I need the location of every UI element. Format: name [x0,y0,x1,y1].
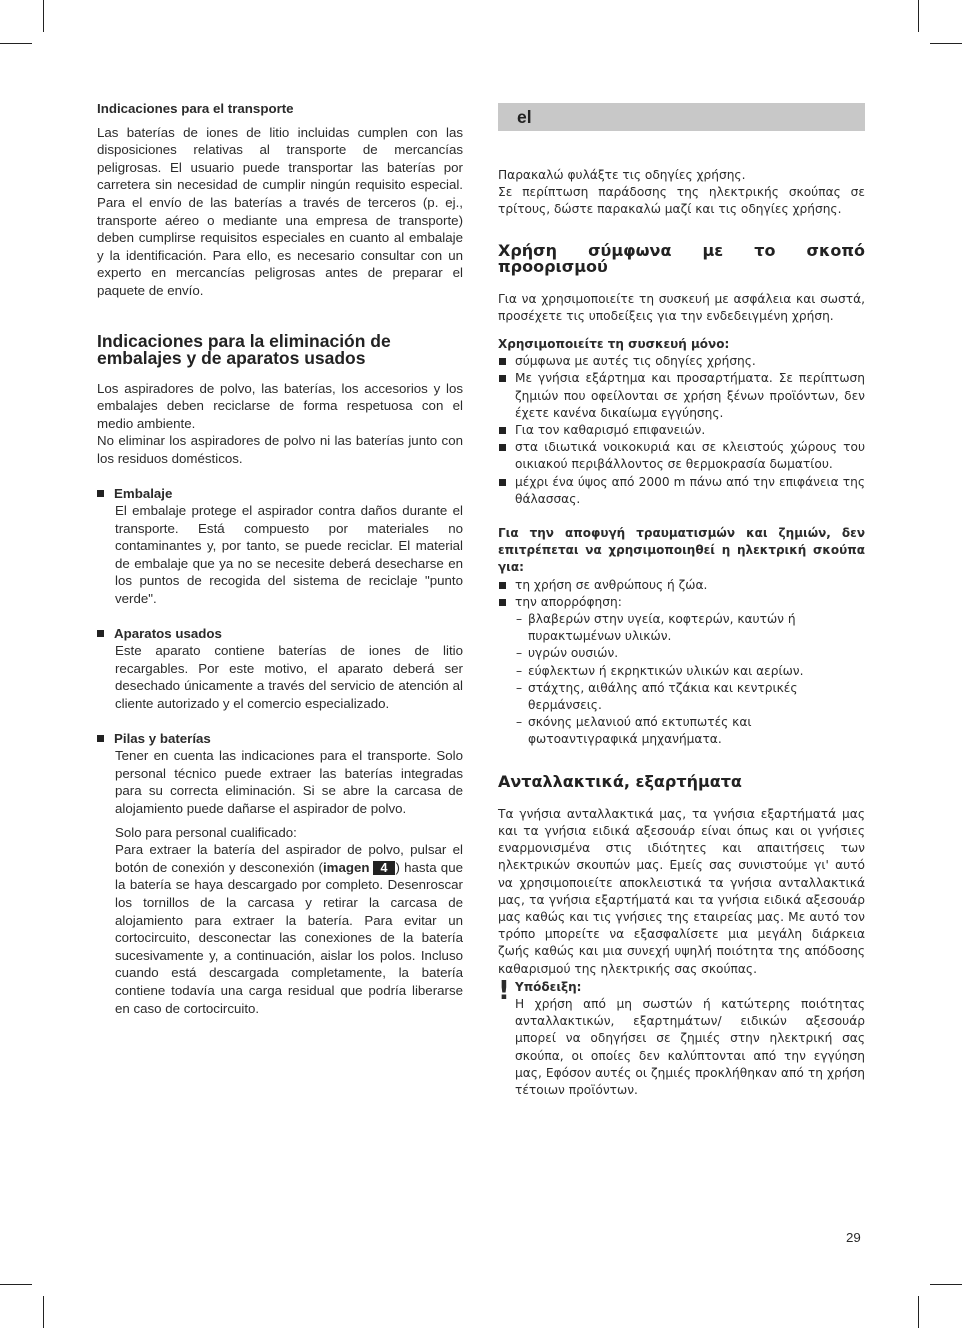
left-column [97,100,463,1017]
list-item: μέχρι ένα ύψος από 2000 m πάνω από την επιφάνεια της θάλασσας. [498,474,865,508]
bullet-square-icon [97,490,104,497]
note-heading: Υπόδειξη: [515,979,582,994]
packaging-text: El embalaje protege el aspirador contra daños durante el transporte. Está compuesto por materiales no contaminantes y, por tanto, se puede reciclar. El material de embalaje que ya no se necesite deberá desecharse en los puntos de recogida del sistema de reciclaje "punto verde". [115,503,463,607]
used-text: Este aparato contiene baterías de iones de litio recargables. Por este motivo, el aparato deberá ser desechado únicamente a través del servicio de atención al cliente autorizado y el comercio especializado. [115,643,463,712]
parts-text: Τα γνήσια ανταλλακτικά μας, τα γνήσια εξαρτήματά μας και τα γνήσια ειδικά αξεσουάρ είναι όπως και οι γνήσιες εναρμονισμένα στις ιδιότητες και απαιτήσεις των ηλεκτρικών σκουπών μας. Εμείς σας συνιστούμε γι' αυτό να χρησιμοποιείτε αποκλειστικά τα γνήσια ανταλλακτικά μας, τα γνήσια εξαρτήματά και τα γνήσια ειδικά αξεσουάρ μας καθώς και τις γνήσιες της εταιρείας μας. Με αυτό τον τρόπο μπορείτε να εξασφαλίσετε μια μεγάλη διάρκεια ζωής καθώς και μια συνεχή υψηλή ποιότητα της απόδοσης καθαρισμού της ηλεκτρικής σας σκούπας. [498,806,865,976]
dash-list [498,611,865,749]
disposal-heading: Indicaciones para la eliminación de embalajes y de aparatos usados [97,330,391,369]
packaging-label: Embalaje [114,485,173,501]
dash-item: – σκόνης μελανιού από εκτυπωτές και φωτοαντιγραφικά μηχανήματα. [516,715,752,747]
intro-text-1: Παρακαλώ φυλάξτε τις οδηγίες χρήσης. [498,168,746,182]
use-text: Για να χρησιμοποιείτε τη συσκευή με ασφάλεια και σωστά, προσέχετε τις υποδείξεις για την ενδεδειγμένη χρήση. [498,291,865,323]
crop-mark [918,0,919,32]
crop-mark [43,1296,44,1328]
crop-mark [0,43,32,44]
page-number: 29 [846,1230,861,1245]
only-heading: Χρησιμοποιείτε τη συσκευή μόνο: [498,337,730,352]
list-item: τη χρήση σε ανθρώπους ή ζώα. [498,577,865,594]
note-block [498,975,865,1099]
crop-mark [930,43,962,44]
crop-mark [43,0,44,32]
disposal-text-1: Los aspiradores de polvo, las baterías, los accesorios y los embalajes deben reciclarse de forma respetuosa con el medio ambiente. [97,380,463,431]
qualified-text: Solo para personal cualificado: [115,824,297,840]
bullet-square-icon [499,479,506,486]
intro-text-2: Σε περίπτωση παράδοσης της ηλεκτρικής σκούπας σε τρίτους, δώστε παρακαλώ μαζί και τις οδηγίες χρήσης. [498,185,865,217]
only-list [498,353,865,508]
bullet-square-icon [499,444,506,451]
used-label: Aparatos usados [114,625,222,641]
extract-text: Para extraer la batería del aspirador de polvo, pulsar el botón de conexión y desconexión (imagen 4 ) hasta que la batería se haya descargado por completo. Desenroscar los tornillos de la carcasa y retirar la carcasa de alojamiento para extraer la batería. Para evitar un cortocircuito, desconectar las conexiones de la batería sucesivamente y, a continuación, aislar los polos. Incluso cuando está descargada completamente, la batería contiene todavía una carga residual que podría liberarse en caso de cortocircuito. [115,842,463,1016]
bullet-square-icon [97,630,104,637]
bullet-square-icon [499,599,506,606]
batteries-text: Tener en cuenta las indicaciones para el transporte. Solo personal técnico puede extraer las baterías integradas para su correcta eliminación. Si se abre la carcasa de alojamiento puede dañarse el aspirador de polvo. [115,748,463,816]
transport-text: Las baterías de iones de litio incluidas cumplen con las disposiciones relativas al transporte de mercancías peligrosas. El usuario puede transportar las baterías por carretera sin necesidad de cumplir ningún requisito especial. Para el envío de las baterías a través de terceros (p. ej., transporte aéreo o mediante una empresa de transporte) deben cumplirse requisitos especiales en cuanto al embalaje y la identificación. Para ello, es necesario consultar con un experto en mercancías peligrosas antes de preparar el paquete de envío. [97,124,463,298]
bullet-square-icon [97,735,104,742]
list-item: στα ιδιωτικά νοικοκυριά και σε κλειστούς χώρους του οικιακού περιβάλλοντος σε θερμοκρασία δωματίου. [498,439,865,473]
crop-mark [918,1296,919,1328]
list-item: την απορρόφηση: [498,594,865,611]
bullet-square-icon [499,582,506,589]
parts-heading: Ανταλλακτικά, εξαρτήματα [498,771,742,791]
crop-mark [0,1284,32,1285]
note-text: Η χρήση από μη σωστών ή κατώτερης ποιότητας ανταλλακτικών, εξαρτημάτων/ ειδικών αξεσουάρ μπορεί να οδηγήσει σε ζημιές στην ηλεκτρική σας σκούπα, οι οποίες δεν καλύπτονται από την εγγύηση μας, Εφόσον αυτές οι ζημιές προκλήθηκαν από τη χρήση τέτοιων προϊόντων. [515,996,865,1097]
dash-item: – υγρών ουσιών. [516,646,619,661]
transport-heading: Indicaciones para el transporte [97,101,294,116]
dash-item: – βλαβερών στην υγεία, κοφτερών, καυτών ή πυρακτωμένων υλικών. [516,612,796,644]
list-item: Με γνήσια εξάρτημα και προσαρτήματα. Σε περίπτωση ζημιών που οφείλονται σε χρήση ξένων προϊόντων, δεν έχετε κανένα δικαίωμα εγγύησης. [498,370,865,422]
image-number-badge: 4 [373,861,396,875]
right-column [498,100,865,1099]
dash-item: – εύφλεκτων ή εκρηκτικών υλικών και αερίων. [516,663,804,678]
used-appliances-item [97,625,463,713]
crop-mark [930,1284,962,1285]
bullet-square-icon [499,375,506,382]
use-heading: Χρήση σύμφωνα με το σκοπό προορισμού [498,240,865,276]
batteries-item [97,730,463,1018]
batteries-label: Pilas y baterías [114,730,211,746]
disposal-text-2: No eliminar los aspiradores de polvo ni las baterías junto con los residuos domésticos. [97,433,463,466]
language-bar: el [498,103,865,131]
list-item: Για τον καθαρισμό επιφανειών. [498,422,865,439]
list-item: σύμφωνα με αυτές τις οδηγίες χρήσης. [498,353,865,370]
bullet-square-icon [499,358,506,365]
packaging-item [97,485,463,608]
avoid-heading: Για την αποφυγή τραυματισμών και ζημιών, δεν επιτρέπεται να χρησιμοποιηθεί η ηλεκτρική σκούπα για: [498,526,865,575]
bullet-square-icon [499,427,506,434]
dash-item: – στάχτης, αιθάλης από τζάκια και κεντρικές θερμάνσεις. [516,680,798,713]
image-label: imagen [322,859,370,875]
warning-exclamation-icon: ! [498,975,510,1006]
